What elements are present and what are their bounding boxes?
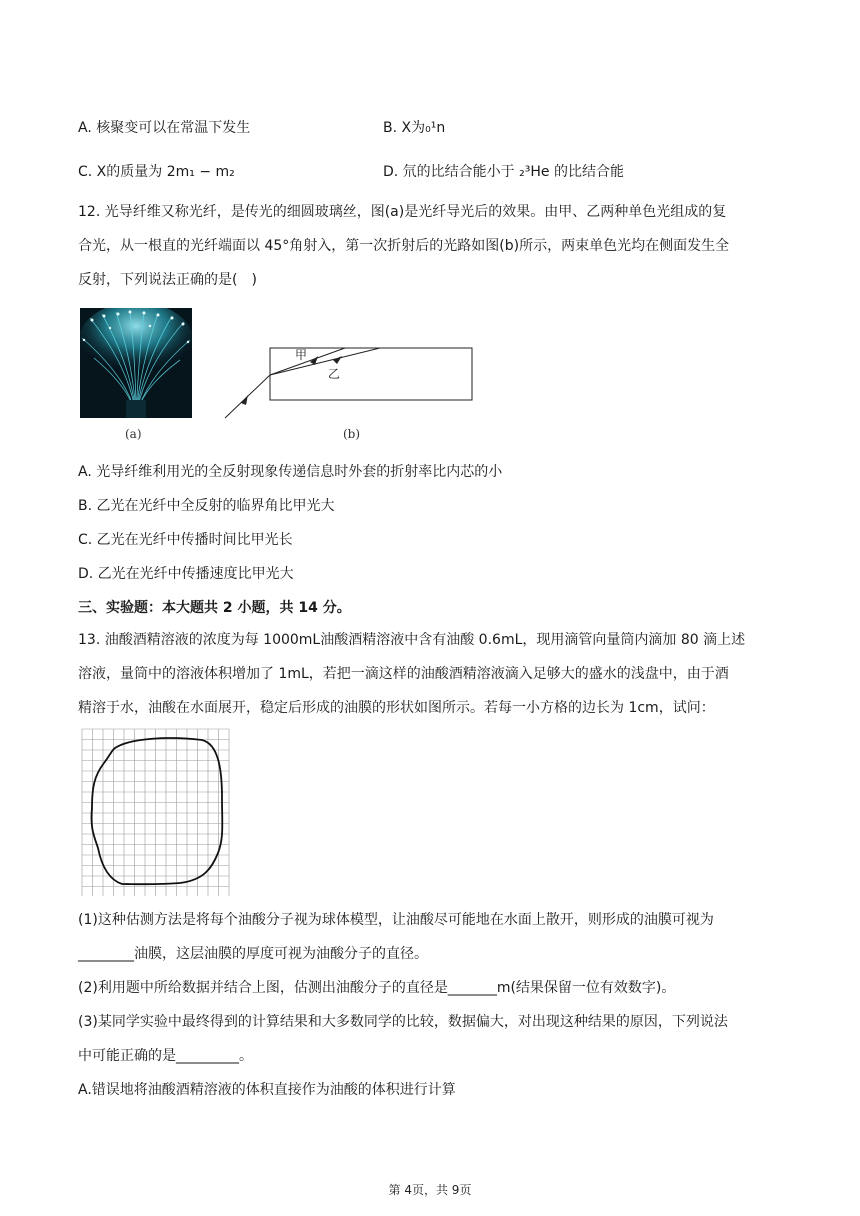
q12-stem-line2: 合光，从一根直的光纤端面以 45°角射入，第一次折射后的光路如图(b)所示，两束单色光均在侧面发生全 <box>78 238 730 254</box>
q11-option-c: C. X的质量为 2m₁ − m₂ <box>78 164 235 180</box>
q12-option-a: A. 光导纤维利用光的全反射现象传递信息时外套的折射率比内芯的小 <box>78 464 503 480</box>
q12-option-b: B. 乙光在光纤中全反射的临界角比甲光大 <box>78 498 335 514</box>
label-jia: 甲 <box>295 348 308 362</box>
q13-stem-line1: 13. 油酸酒精溶液的浓度为每 1000mL油酸酒精溶液中含有油酸 0.6mL，现用滴管向量筒内滴加 80 滴上述 <box>78 632 746 648</box>
oil-film-outline <box>91 738 222 884</box>
q11-option-a: A. 核聚变可以在常温下发生 <box>78 120 251 136</box>
q11-option-d: D. 氘的比结合能小于 ₂³He 的比结合能 <box>383 164 624 180</box>
fig-b-caption: (b) <box>343 427 361 441</box>
refraction-diagram <box>215 335 485 430</box>
page-footer: 第 4页，共 9页 <box>388 1183 472 1197</box>
q13-sub3-line1: (3)某同学实验中最终得到的计算结果和大多数同学的比较，数据偏大，对出现这种结果的原因，下列说法 <box>78 1014 728 1030</box>
q12-stem-line3: 反射，下列说法正确的是( ) <box>78 272 257 288</box>
ray-yi <box>270 348 380 375</box>
q13-sub2: (2)利用题中所给数据并结合上图，估测出油酸分子的直径是_______m(结果保留一位有效数字)。 <box>78 980 676 996</box>
incident-arrow <box>241 395 248 405</box>
yi-arrow <box>333 356 342 364</box>
q13-stem-line2: 溶液，量筒中的溶液体积增加了 1mL，若把一滴这样的油酸酒精溶液滴入足够大的盛水的浅盘中，由于酒 <box>78 666 729 682</box>
q13-sub1-line1: (1)这种估测方法是将每个油酸分子视为球体模型，让油酸尽可能地在水面上散开，则形成的油膜可视为 <box>78 912 714 928</box>
q12-stem-line1: 12. 光导纤维又称光纤，是传光的细圆玻璃丝，图(a)是光纤导光后的效果。由甲、乙两种单色光组成的复 <box>78 204 727 220</box>
oil-film-grid <box>80 728 234 896</box>
fiber-photo-graphic <box>80 308 192 418</box>
fig-a-caption: (a) <box>125 427 142 441</box>
fiber-photo <box>80 308 192 418</box>
q13-sub3-line2: 中可能正确的是_________。 <box>78 1048 253 1064</box>
q11-option-b: B. X为₀¹n <box>383 120 446 136</box>
q13-stem-line3: 精溶于水，油酸在水面展开，稳定后形成的油膜的形状如图所示。若每一小方格的边长为 1cm，试问： <box>78 700 715 716</box>
q12-option-d: D. 乙光在光纤中传播速度比甲光大 <box>78 566 294 582</box>
section-heading: 三、实验题：本大题共 2 小题，共 14 分。 <box>78 600 351 616</box>
q13-sub1-line2: ________油膜，这层油膜的厚度可视为油酸分子的直径。 <box>78 946 428 962</box>
label-yi: 乙 <box>328 367 341 381</box>
q12-option-c: C. 乙光在光纤中传播时间比甲光长 <box>78 532 293 548</box>
q13-sub3-option-a: A.错误地将油酸酒精溶液的体积直接作为油酸的体积进行计算 <box>78 1082 456 1098</box>
